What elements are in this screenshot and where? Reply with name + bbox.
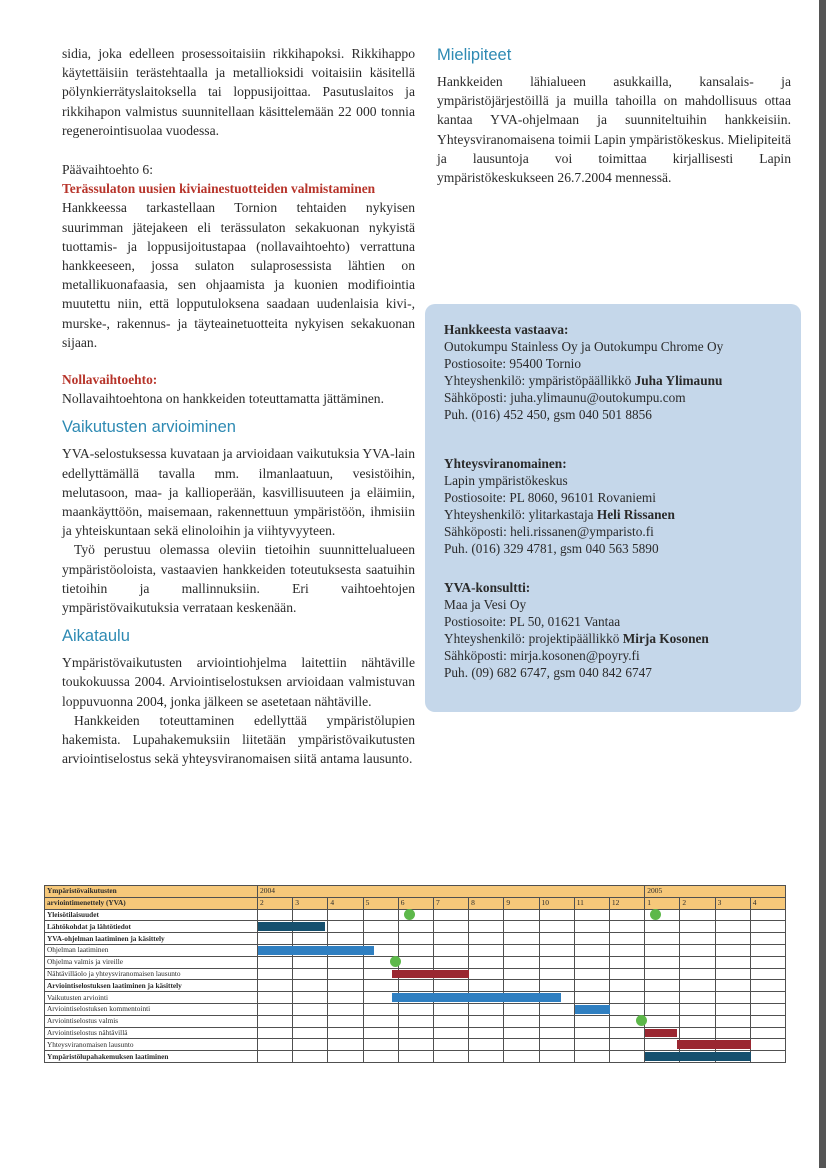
gantt-grid-cell xyxy=(609,921,644,933)
gantt-grid-cell xyxy=(715,909,750,921)
gantt-grid-cell xyxy=(328,956,363,968)
gantt-grid-cell xyxy=(609,909,644,921)
gantt-grid-cell xyxy=(574,909,609,921)
gantt-month-cell: 4 xyxy=(750,897,785,909)
gantt-task-label: Yleisötilaisuudet xyxy=(45,909,258,921)
gantt-grid-cell xyxy=(258,1015,293,1027)
gantt-grid-cell xyxy=(363,933,398,945)
gantt-grid-cell xyxy=(715,956,750,968)
schedule-heading: Aikataulu xyxy=(62,627,130,646)
gantt-grid-cell xyxy=(258,1051,293,1063)
gantt-month-cell: 3 xyxy=(293,897,328,909)
contact-block-authority xyxy=(444,456,794,557)
gantt-grid-cell xyxy=(750,956,785,968)
gantt-grid-cell xyxy=(469,1051,504,1063)
gantt-task-label: Ohjelma valmis ja vireille xyxy=(45,956,258,968)
gantt-grid-cell xyxy=(539,1051,574,1063)
gantt-grid-cell xyxy=(469,933,504,945)
gantt-month-cell: 7 xyxy=(433,897,468,909)
gantt-grid-cell xyxy=(645,956,680,968)
gantt-grid-cell xyxy=(398,933,433,945)
gantt-grid-cell xyxy=(258,944,293,956)
gantt-grid-cell xyxy=(750,1015,785,1027)
left-column xyxy=(62,44,415,769)
gantt-grid-cell xyxy=(750,968,785,980)
gantt-grid-cell xyxy=(750,921,785,933)
alternative-6-text: Hankkeessa tarkastellaan Tornion tehtaiden nykyisen suurimman jätejakeen eli terässulaton sekakuonan nykyistä tuottamis- ja loppusijoitustapaa (nollavaihtoehto) verrattuna hankkeeseen, jossa sulaton sulaprosessista lähtien on metallikuonafaasia, sen ohjaamista ja kuonien modifiointia muutettu niin, että lopputuloksena saadaan uudenlaisia kivi-, murske-, rakennus- ja täyteainetuotteita nykyisen sekakuonan sijaan. xyxy=(62,200,415,350)
alternative-6-label: Päävaihtoehto 6: xyxy=(62,162,153,178)
gantt-grid-cell xyxy=(293,1003,328,1015)
gantt-grid-cell xyxy=(715,944,750,956)
gantt-grid-cell xyxy=(328,933,363,945)
assessment-paragraph-1: YVA-selostuksessa kuvataan ja arvioidaan vaikutuksia YVA-lain edellyttämällä tavalla mm. ilmanlaatuun, vesistöihin, melutasoon, maa- ja kallioperään, kasvillisuuteen ja eläimiin, maankäyttöön, maisemaan, rakennettuun ympäristöön, ihmisiin ja yhteiskuntaan sekä elinoloihin ja viihtyvyyteen. xyxy=(62,446,415,539)
gantt-month-cell: 3 xyxy=(715,897,750,909)
gantt-milestone-dot xyxy=(650,909,661,920)
gantt-grid-cell xyxy=(293,968,328,980)
gantt-task-row xyxy=(45,921,786,933)
gantt-task-label: Arviointiselostuksen kommentointi xyxy=(45,1003,258,1015)
gantt-grid-cell xyxy=(398,1051,433,1063)
gantt-grid-cell xyxy=(645,944,680,956)
gantt-grid-cell xyxy=(680,1015,715,1027)
gantt-grid-cell xyxy=(680,1003,715,1015)
contact-email: Sähköposti: juha.ylimaunu@outokumpu.com xyxy=(444,389,686,405)
gantt-grid-cell xyxy=(433,980,468,992)
gantt-milestone-dot xyxy=(636,1015,647,1026)
gantt-task-row xyxy=(45,933,786,945)
gantt-grid-cell xyxy=(645,968,680,980)
gantt-grid-cell xyxy=(398,1027,433,1039)
gantt-grid-cell xyxy=(539,933,574,945)
assessment-paragraph-2: Työ perustuu olemassa oleviin tietoihin suunnittelualueen ympäristöoloista, vastaavien hankkeiden toteutuksesta saatuihin tietoihin ja mallinnuksiin. Eri vaihtoehtojen ympäristövaikutuksia verrataan keskenään. xyxy=(62,542,415,616)
contact-person-role: Yhteyshenkilö: projektipäällikkö xyxy=(444,630,623,646)
gantt-grid-cell xyxy=(504,1027,539,1039)
gantt-month-cell: 2 xyxy=(258,897,293,909)
gantt-month-cell: 11 xyxy=(574,897,609,909)
contact-phone: Puh. (016) 329 4781, gsm 040 563 5890 xyxy=(444,540,659,556)
gantt-grid-cell xyxy=(539,956,574,968)
gantt-grid-cell xyxy=(609,1039,644,1051)
gantt-task-label: Arviointiselostus nähtävillä xyxy=(45,1027,258,1039)
gantt-milestone-dot xyxy=(390,956,401,967)
gantt-task-row xyxy=(45,956,786,968)
gantt-grid-cell xyxy=(680,968,715,980)
gantt-grid-cell xyxy=(609,933,644,945)
gantt-grid-cell xyxy=(328,1051,363,1063)
contact-person xyxy=(444,507,794,524)
gantt-grid-cell xyxy=(609,944,644,956)
contact-email: Sähköposti: heli.rissanen@ymparisto.fi xyxy=(444,523,654,539)
contact-info-box xyxy=(425,304,801,712)
gantt-grid-cell xyxy=(363,1015,398,1027)
gantt-grid-cell xyxy=(539,1015,574,1027)
gantt-grid-cell xyxy=(398,944,433,956)
gantt-grid-cell xyxy=(715,921,750,933)
gantt-grid-cell xyxy=(750,933,785,945)
gantt-grid-cell xyxy=(469,968,504,980)
gantt-task-row xyxy=(45,1015,786,1027)
gantt-grid-cell xyxy=(469,980,504,992)
gantt-grid-cell xyxy=(609,1051,644,1063)
gantt-grid-cell xyxy=(645,921,680,933)
gantt-header-label-1: Ympäristövaikutusten xyxy=(45,886,258,898)
gantt-grid-cell xyxy=(328,1039,363,1051)
alternative-6-title: Terässulaton uusien kiviainestuotteiden valmistaminen xyxy=(62,181,376,197)
contact-organization: Lapin ympäristökeskus xyxy=(444,472,568,488)
contact-person-name: Juha Ylimaunu xyxy=(634,372,723,388)
gantt-grid-cell xyxy=(258,1003,293,1015)
gantt-grid-cell xyxy=(293,1039,328,1051)
gantt-grid-cell xyxy=(645,933,680,945)
gantt-grid-cell xyxy=(750,980,785,992)
gantt-grid-cell xyxy=(328,1003,363,1015)
gantt-grid-cell xyxy=(433,1003,468,1015)
gantt-header-label-2: arviointimenettely (YVA) xyxy=(45,897,258,909)
gantt-task-row xyxy=(45,944,786,956)
gantt-grid-cell xyxy=(328,921,363,933)
gantt-grid-cell xyxy=(504,921,539,933)
gantt-grid-cell xyxy=(293,909,328,921)
gantt-grid-cell xyxy=(609,968,644,980)
contact-phone: Puh. (09) 682 6747, gsm 040 842 6747 xyxy=(444,664,652,680)
gantt-grid-cell xyxy=(539,921,574,933)
gantt-grid-cell xyxy=(574,968,609,980)
gantt-grid-cell xyxy=(574,933,609,945)
gantt-grid-cell xyxy=(680,992,715,1004)
gantt-grid-cell xyxy=(328,1027,363,1039)
gantt-month-cell: 6 xyxy=(398,897,433,909)
zero-alternative-title: Nollavaihtoehto: xyxy=(62,372,158,388)
gantt-bar xyxy=(677,1040,751,1049)
gantt-grid-cell xyxy=(609,980,644,992)
gantt-task-row xyxy=(45,1039,786,1051)
gantt-grid-cell xyxy=(433,933,468,945)
gantt-bar xyxy=(258,922,325,931)
gantt-grid-cell xyxy=(363,1003,398,1015)
gantt-grid-cell xyxy=(645,1003,680,1015)
gantt-task-row xyxy=(45,980,786,992)
gantt-grid-cell xyxy=(539,968,574,980)
intro-paragraph: sidia, joka edelleen prosessoitaisiin rikkihapoksi. Rikkihappo käytettäisiin terästehtaalla ja metallioksidi voitaisiin käsitellä pölynkierrätyslaitoksella tai loppusijoittaa. Pasutuslaitos ja rikkihapon valmistus suunnitellaan käsittelemään 22 000 tonnia regenerointisuolaa vuodessa. xyxy=(62,46,415,138)
gantt-grid-cell xyxy=(433,1039,468,1051)
gantt-grid-cell xyxy=(504,956,539,968)
gantt-grid-cell xyxy=(574,956,609,968)
gantt-grid-cell xyxy=(750,1027,785,1039)
gantt-task-label: Lähtökohdat ja lähtötiedot xyxy=(45,921,258,933)
gantt-grid-cell xyxy=(258,921,293,933)
contact-organization: Maa ja Vesi Oy xyxy=(444,596,527,612)
gantt-grid-cell xyxy=(574,1051,609,1063)
gantt-month-cell: 12 xyxy=(609,897,644,909)
gantt-grid-cell xyxy=(715,1015,750,1027)
gantt-task-row xyxy=(45,1003,786,1015)
gantt-grid-cell xyxy=(398,1039,433,1051)
gantt-grid-cell xyxy=(398,921,433,933)
gantt-task-row xyxy=(45,1051,786,1063)
gantt-grid-cell xyxy=(293,1015,328,1027)
gantt-grid-cell xyxy=(750,992,785,1004)
gantt-grid-cell xyxy=(539,1039,574,1051)
gantt-grid-cell xyxy=(258,933,293,945)
gantt-grid-cell xyxy=(258,980,293,992)
contact-phone: Puh. (016) 452 450, gsm 040 501 8856 xyxy=(444,406,652,422)
gantt-grid-cell xyxy=(750,909,785,921)
gantt-grid-cell xyxy=(258,968,293,980)
gantt-grid-cell xyxy=(680,921,715,933)
gantt-month-cell: 9 xyxy=(504,897,539,909)
gantt-task-label: Vaikutusten arviointi xyxy=(45,992,258,1004)
gantt-grid-cell xyxy=(328,992,363,1004)
gantt-grid-cell xyxy=(539,1003,574,1015)
gantt-task-label: Yhteysviranomaisen lausunto xyxy=(45,1039,258,1051)
gantt-grid-cell xyxy=(750,1003,785,1015)
gantt-grid-cell xyxy=(433,1027,468,1039)
gantt-month-cell: 5 xyxy=(363,897,398,909)
gantt-grid-cell xyxy=(363,909,398,921)
gantt-grid-cell xyxy=(293,1051,328,1063)
gantt-grid-cell xyxy=(469,1003,504,1015)
gantt-grid-cell xyxy=(504,1003,539,1015)
gantt-grid-cell xyxy=(574,1027,609,1039)
gantt-grid-cell xyxy=(469,944,504,956)
gantt-grid-cell xyxy=(504,1039,539,1051)
gantt-bar xyxy=(645,1029,677,1038)
gantt-grid-cell xyxy=(574,1015,609,1027)
gantt-task-row xyxy=(45,968,786,980)
gantt-grid-cell xyxy=(293,980,328,992)
gantt-bar xyxy=(575,1005,610,1014)
gantt-grid-cell xyxy=(258,1027,293,1039)
gantt-grid-cell xyxy=(645,1039,680,1051)
gantt-month-cell: 2 xyxy=(680,897,715,909)
gantt-grid-cell xyxy=(715,992,750,1004)
contact-block-consultant xyxy=(444,580,794,681)
gantt-bar xyxy=(392,970,469,979)
gantt-grid-cell xyxy=(469,921,504,933)
gantt-grid-cell xyxy=(433,956,468,968)
gantt-grid-cell xyxy=(363,1039,398,1051)
gantt-grid-cell xyxy=(680,944,715,956)
gantt-grid-cell xyxy=(433,921,468,933)
gantt-grid-cell xyxy=(750,944,785,956)
gantt-grid-cell xyxy=(750,1051,785,1063)
gantt-grid-cell xyxy=(328,968,363,980)
gantt-grid-cell xyxy=(469,1027,504,1039)
gantt-month-cell: 1 xyxy=(645,897,680,909)
gantt-month-cell: 8 xyxy=(469,897,504,909)
gantt-grid-cell xyxy=(293,933,328,945)
gantt-grid-cell xyxy=(469,1039,504,1051)
gantt-grid-cell xyxy=(293,1027,328,1039)
gantt-grid-cell xyxy=(258,956,293,968)
contact-block-responsible xyxy=(444,322,794,423)
gantt-task-label: Arviointiselostuksen laatiminen ja käsittely xyxy=(45,980,258,992)
contact-person-role: Yhteyshenkilö: ympäristöpäällikkö xyxy=(444,372,635,388)
gantt-grid-cell xyxy=(750,1039,785,1051)
gantt-grid-cell xyxy=(504,968,539,980)
gantt-year-2004: 2004 xyxy=(258,886,645,898)
gantt-grid-cell xyxy=(398,1015,433,1027)
gantt-task-row xyxy=(45,992,786,1004)
gantt-task-label: Ohjelman laatiminen xyxy=(45,944,258,956)
gantt-task-label: Nähtävilläolo ja yhteysviranomaisen lausunto xyxy=(45,968,258,980)
schedule-paragraph-1: Ympäristövaikutusten arviointiohjelma laitettiin nähtäville toukokuussa 2004. Arviointiselostuksen arvioidaan valmistuvan loppuvuonna 2004, jonka jälkeen se asetetaan nähtäville. xyxy=(62,655,415,709)
gantt-grid-cell xyxy=(574,944,609,956)
gantt-grid-cell xyxy=(539,944,574,956)
zero-alternative-text: Nollavaihtoehtona on hankkeiden toteuttamatta jättäminen. xyxy=(62,391,384,407)
gantt-grid-cell xyxy=(363,980,398,992)
gantt-grid-cell xyxy=(680,956,715,968)
gantt-grid-cell xyxy=(539,1027,574,1039)
schedule-gantt-table xyxy=(44,885,786,1063)
gantt-milestone-dot xyxy=(404,909,415,920)
gantt-grid-cell xyxy=(680,1027,715,1039)
gantt-grid-cell xyxy=(715,968,750,980)
contact-title: Hankkeesta vastaava: xyxy=(444,322,569,337)
gantt-grid-cell xyxy=(363,1027,398,1039)
gantt-grid-cell xyxy=(715,1027,750,1039)
gantt-task-row xyxy=(45,909,786,921)
gantt-grid-cell xyxy=(293,992,328,1004)
assessment-heading: Vaikutusten arvioiminen xyxy=(62,418,236,437)
gantt-year-row xyxy=(45,886,786,898)
gantt-grid-cell xyxy=(363,921,398,933)
gantt-task-label: Arviointiselostus valmis xyxy=(45,1015,258,1027)
gantt-grid-cell xyxy=(469,1015,504,1027)
gantt-grid-cell xyxy=(328,909,363,921)
contact-person-role: Yhteyshenkilö: ylitarkastaja xyxy=(444,506,597,522)
gantt-grid-cell xyxy=(504,933,539,945)
gantt-grid-cell xyxy=(398,980,433,992)
opinions-paragraph: Hankkeiden lähialueen asukkailla, kansalais- ja ympäristöjärjestöillä ja muilla tahoilla on mahdollisuus ottaa kantaa YVA-ohjelmaan ja suunniteltuihin hankkeisiin. Yhteysviranomaisena toimii Lapin ympäristökeskus. Mielipiteitä ja lausuntoja voi toimittaa kirjallisesti Lapin ympäristökeskukseen 26.7.2004 mennessä. xyxy=(437,74,791,186)
gantt-grid-cell xyxy=(680,980,715,992)
gantt-grid-cell xyxy=(504,1051,539,1063)
gantt-grid-cell xyxy=(433,1051,468,1063)
gantt-grid-cell xyxy=(328,980,363,992)
gantt-grid-cell xyxy=(680,909,715,921)
gantt-grid-cell xyxy=(715,933,750,945)
gantt-grid-cell xyxy=(715,1003,750,1015)
gantt-month-cell: 10 xyxy=(539,897,574,909)
gantt-task-row xyxy=(45,1027,786,1039)
contact-person xyxy=(444,373,794,390)
gantt-grid-cell xyxy=(539,909,574,921)
gantt-grid-cell xyxy=(609,1003,644,1015)
gantt-grid-cell xyxy=(504,1015,539,1027)
gantt-grid-cell xyxy=(574,921,609,933)
gantt-grid-cell xyxy=(574,980,609,992)
gantt-year-2005: 2005 xyxy=(645,886,786,898)
contact-address: Postiosoite: PL 8060, 96101 Rovaniemi xyxy=(444,489,656,505)
gantt-grid-cell xyxy=(574,1039,609,1051)
page-edge-shadow xyxy=(819,0,826,1168)
gantt-month-row xyxy=(45,897,786,909)
gantt-grid-cell xyxy=(433,909,468,921)
gantt-grid-cell xyxy=(433,944,468,956)
gantt-grid-cell xyxy=(645,980,680,992)
gantt-grid-cell xyxy=(504,980,539,992)
gantt-grid-cell xyxy=(715,980,750,992)
contact-address: Postiosoite: 95400 Tornio xyxy=(444,355,581,371)
contact-title: Yhteysviranomainen: xyxy=(444,456,567,471)
gantt-grid-cell xyxy=(469,956,504,968)
schedule-paragraph-2: Hankkeiden toteuttaminen edellyttää ympäristölupien hakemista. Lupahakemuksiin liitetään ympäristövaikutusten arviointiselostus sekä yhteysviranomaisen siitä antama lausunto. xyxy=(62,712,415,767)
gantt-grid-cell xyxy=(539,980,574,992)
gantt-grid-cell xyxy=(609,956,644,968)
contact-person-name: Heli Rissanen xyxy=(596,506,675,522)
gantt-grid-cell xyxy=(363,1051,398,1063)
gantt-grid-cell xyxy=(504,944,539,956)
right-column xyxy=(437,44,791,187)
gantt-grid-cell xyxy=(504,909,539,921)
gantt-month-cell: 4 xyxy=(328,897,363,909)
contact-email: Sähköposti: mirja.kosonen@poyry.fi xyxy=(444,647,640,663)
gantt-grid-cell xyxy=(609,1027,644,1039)
gantt-grid-cell xyxy=(258,992,293,1004)
gantt-grid-cell xyxy=(680,933,715,945)
gantt-grid-cell xyxy=(258,1039,293,1051)
gantt-grid-cell xyxy=(398,1003,433,1015)
gantt-grid-cell xyxy=(328,1015,363,1027)
gantt-grid-cell xyxy=(258,909,293,921)
gantt-task-label: YVA-ohjelman laatiminen ja käsittely xyxy=(45,933,258,945)
gantt-bar xyxy=(258,946,374,955)
opinions-heading: Mielipiteet xyxy=(437,46,512,64)
contact-organization: Outokumpu Stainless Oy ja Outokumpu Chrome Oy xyxy=(444,338,724,354)
gantt-bar xyxy=(645,1052,751,1061)
gantt-grid-cell xyxy=(433,1015,468,1027)
gantt-grid-cell xyxy=(574,992,609,1004)
gantt-grid-cell xyxy=(645,992,680,1004)
gantt-grid-cell xyxy=(398,956,433,968)
gantt-grid-cell xyxy=(609,992,644,1004)
contact-address: Postiosoite: PL 50, 01621 Vantaa xyxy=(444,613,621,629)
gantt-grid-cell xyxy=(645,1015,680,1027)
gantt-grid-cell xyxy=(469,909,504,921)
contact-person xyxy=(444,631,794,648)
gantt-body xyxy=(45,886,786,1063)
gantt-task-label: Ympäristölupahakemuksen laatiminen xyxy=(45,1051,258,1063)
gantt-bar xyxy=(392,993,561,1002)
contact-person-name: Mirja Kosonen xyxy=(622,630,709,646)
gantt-grid-cell xyxy=(293,956,328,968)
contact-title: YVA-konsultti: xyxy=(444,580,531,595)
